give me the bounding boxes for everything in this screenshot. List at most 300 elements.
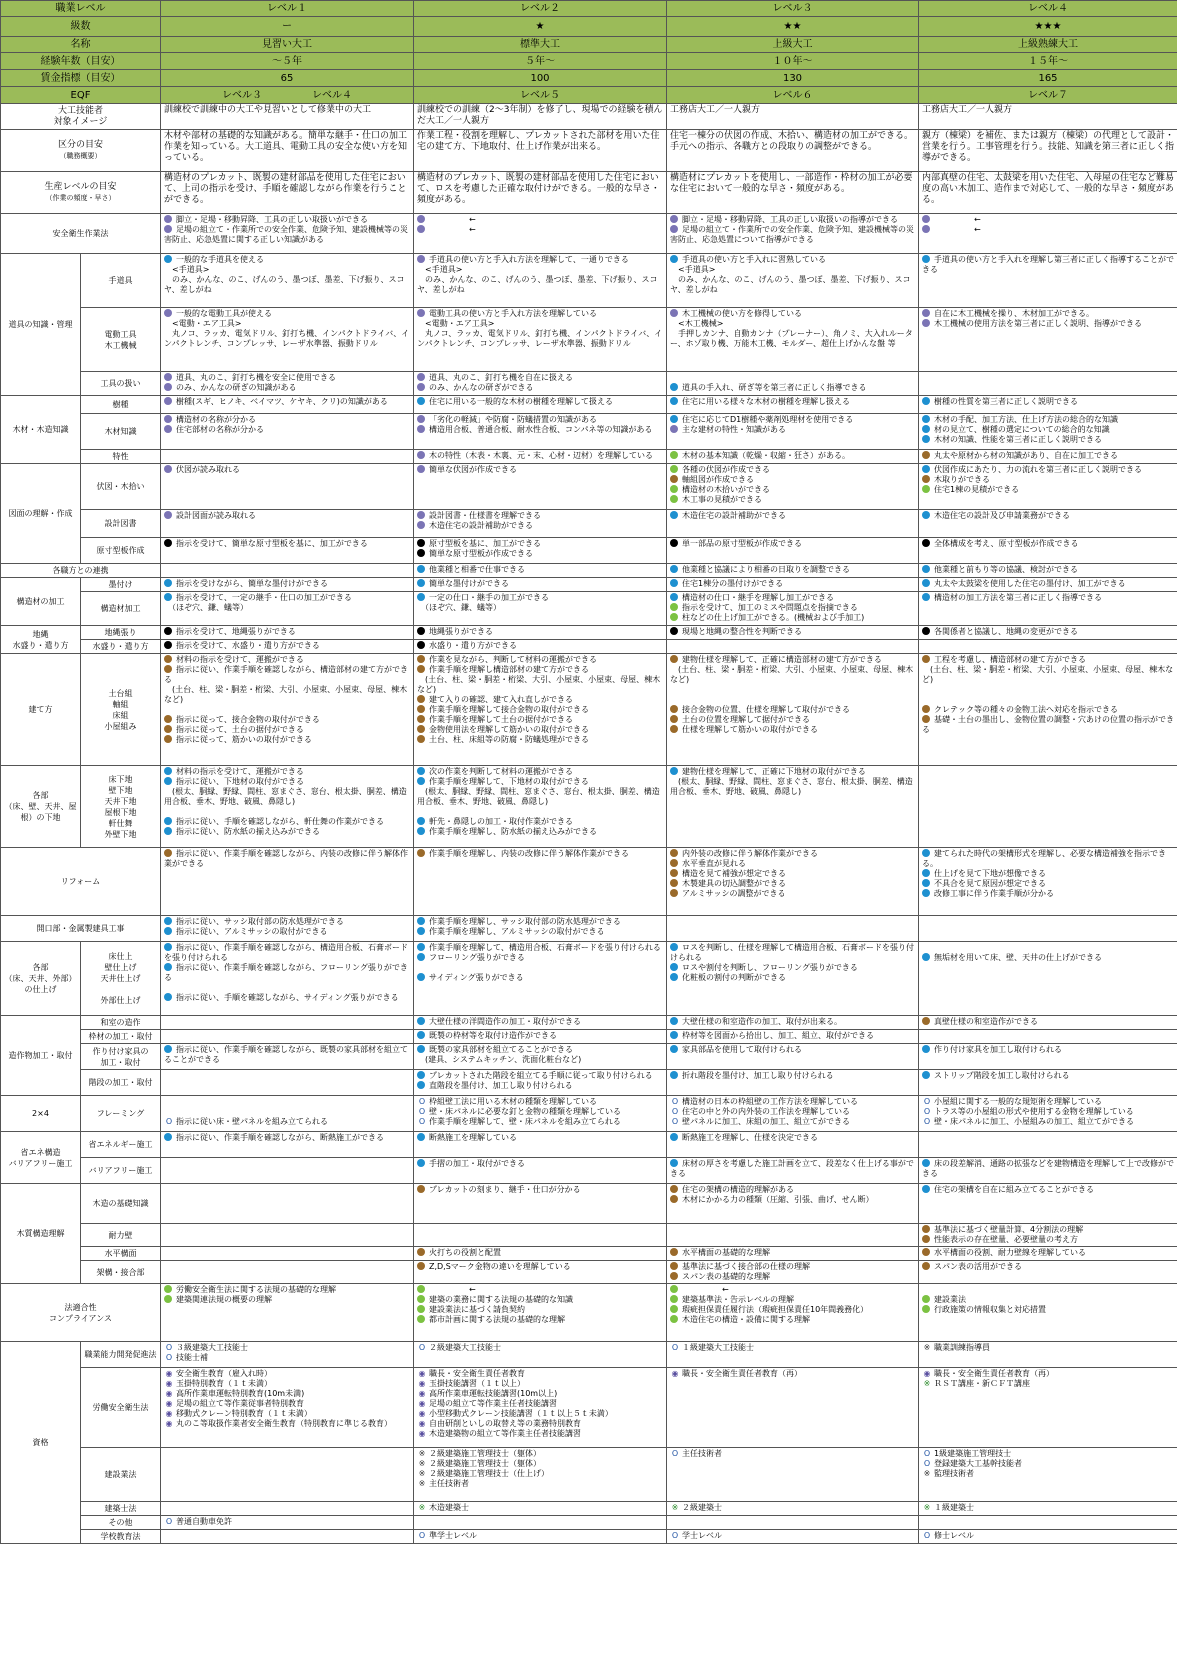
circle-icon: O (923, 1449, 931, 1458)
item-text: ２級建築施工管理技士（躯体） (429, 1449, 541, 1458)
item-line (417, 521, 663, 531)
item-line (670, 917, 915, 927)
item-line (922, 1369, 1174, 1379)
item-text: 作業手順を理解し、内装の改修に伴う解体作業ができる (429, 849, 629, 858)
item-line (164, 319, 410, 329)
production-label (1, 172, 161, 214)
criteria-cell (414, 848, 667, 916)
circle-icon: O (923, 1107, 931, 1116)
item-line (164, 1343, 410, 1353)
bullet-icon (417, 373, 425, 381)
criteria-cell (414, 654, 667, 766)
item-line (164, 225, 410, 245)
item-text: 移動式クレーン特別教育（１ｔ未満） (176, 1409, 312, 1418)
item-line (922, 1503, 1174, 1513)
item-text: (根太、胴縁、野縁、間柱、窓まぐさ、窓台、根太掛、胴差、構造用合板、垂木、野地、破風、鼻隠し) (670, 777, 913, 796)
item-line (670, 715, 915, 725)
item-line (922, 225, 1174, 235)
item-text: フローリング張りができる (429, 953, 525, 962)
item-text: 各種の伏図が作成できる (682, 465, 770, 474)
item-text: 普通自動車免許 (176, 1517, 232, 1526)
item-text: （ほぞ穴、鎌、蟻等） (417, 603, 501, 612)
criteria-cell (414, 1070, 667, 1096)
criteria-cell (161, 1224, 414, 1247)
criteria-cell (919, 848, 1177, 916)
item-text: ← (682, 1285, 729, 1294)
criteria-cell (161, 538, 414, 564)
item-line (164, 1409, 410, 1419)
item-text: 住宅の架構を自在に組み立てることができる (934, 1185, 1094, 1194)
criteria-cell (414, 1044, 667, 1070)
item-text: 仕上げを見て下地が想像できる (934, 869, 1046, 878)
item-text: 作業手順を理解して、壁・床パネルを組み立てられる (429, 1117, 621, 1126)
bullet-icon (417, 817, 425, 825)
row-group-label: 地縄 水盛り・遣り方 (1, 626, 81, 654)
item-text: 住宅の架構の構造的理解がある (682, 1185, 794, 1194)
item-line (670, 777, 915, 797)
item-line (922, 705, 1174, 715)
item-text: 指示に従い、下地材の取付ができる (176, 777, 304, 786)
qualification-row (1, 1342, 1177, 1368)
qualification-cell (161, 1516, 414, 1530)
item-line (417, 627, 663, 637)
bullet-icon (670, 451, 678, 459)
green-asterisk-icon: ※ (923, 1503, 931, 1512)
bullet-icon (164, 225, 172, 233)
bullet-icon (670, 655, 678, 663)
item-text: 地縄張りができる (429, 627, 493, 636)
bullet-icon (670, 1133, 678, 1141)
bullet-icon (670, 1159, 678, 1167)
bullet-icon (670, 565, 678, 573)
item-text: ３級建築大工技能士 (176, 1343, 248, 1352)
item-line (922, 1107, 1174, 1117)
item-text: 折れ階段を墨付け、加工し取り付けられる (682, 1071, 834, 1080)
bullet-icon (417, 1081, 425, 1089)
item-line (417, 1449, 663, 1459)
item-line (922, 1031, 1174, 1041)
item-line (670, 485, 915, 495)
item-line (922, 1097, 1174, 1107)
item-text: 大壁仕様の洋間造作の加工・取付ができる (429, 1017, 581, 1026)
item-line (164, 397, 410, 407)
bullet-icon (417, 1185, 425, 1193)
bullet-icon (417, 1031, 425, 1039)
item-line (164, 309, 410, 319)
criteria-cell (414, 626, 667, 640)
item-text: 自在に木工機械を操り、木材加工ができる。 (934, 309, 1094, 318)
bullet-icon (670, 1045, 678, 1053)
item-line (670, 613, 915, 623)
criteria-cell (919, 654, 1177, 766)
criteria-cell (667, 1284, 919, 1342)
item-line (922, 1225, 1174, 1235)
item-line (670, 309, 915, 319)
criteria-cell (919, 464, 1177, 510)
bullet-icon (922, 953, 930, 961)
item-text: 基礎・土台の墨出し、金物位置の調整・穴あけの位置の指示ができる (922, 715, 1174, 734)
item-line (417, 675, 663, 695)
bullet-icon (922, 889, 930, 897)
bullet-icon (922, 475, 930, 483)
item-line (670, 1315, 915, 1325)
numbered-circle-icon: ◉ (418, 1369, 426, 1378)
item-line (417, 1531, 663, 1541)
item-line (417, 549, 663, 559)
item-text: 指示に従い床・壁パネルを組み立てられる (176, 1117, 328, 1126)
criteria-row (1, 578, 1177, 592)
criteria-cell (414, 372, 667, 396)
bullet-icon (417, 1315, 425, 1323)
circle-icon: O (671, 1531, 679, 1540)
item-text: 登録建築大工基幹技能者 (934, 1459, 1022, 1468)
criteria-cell (667, 1158, 919, 1184)
row-sub-label: 原寸型板作成 (81, 538, 161, 564)
item-text: 道具の手入れ、研ぎ等を第三者に正しく指導できる (682, 383, 867, 392)
item-text: 指示に従い、作業手順を確認しながら、内装の改修に伴う解体作業ができる (164, 849, 408, 868)
image-cell: 訓練校での訓練（2～3年制）を修了し、現場での経験を積んだ大工／一人親方 (414, 104, 667, 130)
header-cell: レベル３ レベル４ (161, 87, 414, 104)
item-text: 木造住宅の構造・設備に関する理解 (682, 1315, 810, 1324)
qualification-cell (919, 1516, 1177, 1530)
item-text: 1級建築施工管理技士 (934, 1449, 1012, 1458)
item-text: 住宅1棟分の墨付けができる (682, 579, 784, 588)
item-line (417, 1459, 663, 1469)
criteria-cell (667, 372, 919, 396)
circle-icon: O (923, 1097, 931, 1106)
row-group-label: 各部 （床、壁、天井、屋根）の下地 (1, 766, 81, 848)
item-line (922, 1459, 1174, 1469)
item-text: 手道具の使い方と手入れに習熟している (682, 255, 826, 264)
row-group-label: 造作物加工・取付 (1, 1016, 81, 1096)
item-text: 作業手順を理解して接合金物の取付ができる (429, 705, 589, 714)
item-text: 断熱施工を理解し、仕様を決定できる (682, 1133, 818, 1142)
criteria-cell (161, 308, 414, 372)
item-line (670, 1225, 915, 1235)
bullet-icon (670, 255, 678, 263)
criteria-cell (667, 1030, 919, 1044)
item-text: 木材の知識、性能を第三者に正しく説明できる (934, 435, 1102, 444)
item-text: <手道具> (417, 265, 463, 274)
criteria-cell (667, 942, 919, 1016)
item-text: 構造材の加工方法を第三者に正しく指導できる (934, 593, 1102, 602)
item-line (417, 1159, 663, 1169)
item-text: 建築基準法・告示レベルの理解 (682, 1295, 794, 1304)
item-line (417, 767, 663, 777)
criteria-row (1, 254, 1177, 308)
guide-label (1, 130, 161, 172)
row-sub-label: 墨付け (81, 578, 161, 592)
qualification-cell (667, 1448, 919, 1502)
item-line (164, 329, 410, 349)
green-asterisk-icon: ※ (923, 1379, 931, 1388)
item-line (670, 943, 915, 963)
row-group-label: 安全衛生作業法 (1, 214, 161, 254)
item-line (417, 735, 663, 745)
item-line (417, 695, 663, 705)
bullet-icon (670, 1195, 678, 1203)
criteria-cell (667, 1247, 919, 1261)
item-line (417, 705, 663, 715)
bullet-icon (670, 973, 678, 981)
item-text: 指示を受けて、一定の継手・仕口の加工ができる (176, 593, 352, 602)
item-text: 手押しカンナ、自動カンナ（プレーナー）、角ノミ、大入れルーター、ホゾ取り機、万能木工機、モルダー、超仕上げかんな盤 等 (670, 329, 913, 348)
item-line (417, 1379, 663, 1389)
circle-icon: O (671, 1449, 679, 1458)
item-line (670, 373, 915, 383)
qualification-row (1, 1502, 1177, 1516)
row-sub-label: 架構・接合部 (81, 1261, 161, 1284)
item-line (417, 1469, 663, 1479)
item-line (922, 255, 1174, 275)
item-line (164, 927, 410, 937)
item-line (922, 511, 1174, 521)
item-line (417, 1479, 663, 1489)
item-text: 丸ノコ、ラッカ、電気ドリル、釘打ち機、インパクトドライバ、インパクトレンチ、コンプレッサ、レーザ水準器、振動ドリル (417, 329, 663, 348)
item-line (670, 579, 915, 589)
item-text (670, 373, 678, 382)
criteria-cell (414, 538, 667, 564)
row-group-label: 法適合性 コンプライアンス (1, 1284, 161, 1342)
item-text: 作業を見ながら、判断して材料の運搬ができる (429, 655, 597, 664)
item-line (670, 1517, 915, 1527)
numbered-circle-icon: ◉ (165, 1369, 173, 1378)
item-line (164, 963, 410, 983)
criteria-cell (919, 1184, 1177, 1224)
criteria-cell (414, 1284, 667, 1342)
item-line (417, 787, 663, 807)
label-subtext: （作業の頻度・早さ） (45, 193, 116, 202)
item-text: 主任技術者 (682, 1449, 722, 1458)
header-cell: １５年～ (919, 53, 1177, 70)
item-line (417, 465, 663, 475)
item-line (922, 879, 1174, 889)
item-text: (土台、柱、梁・胴差・桁梁、大引、小屋束、小屋束、母屋、棟木など) (670, 665, 914, 684)
item-text: 瑕疵担保責任履行法（瑕疵担保責任10年間義務化） (682, 1305, 869, 1314)
item-line (417, 579, 663, 589)
bullet-icon (670, 225, 678, 233)
bullet-icon (922, 655, 930, 663)
bullet-icon (417, 415, 425, 423)
production-row (1, 172, 1177, 214)
item-line (164, 1071, 410, 1081)
qualification-cell (919, 1342, 1177, 1368)
bullet-icon (922, 451, 930, 459)
criteria-cell (161, 1070, 414, 1096)
bullet-icon (164, 993, 172, 1001)
criteria-cell (414, 766, 667, 848)
bullet-icon (922, 705, 930, 713)
circle-icon: O (671, 1117, 679, 1126)
bullet-icon (670, 425, 678, 433)
item-line (417, 255, 663, 265)
criteria-cell (919, 1224, 1177, 1247)
item-line (164, 1262, 410, 1272)
bullet-icon (670, 495, 678, 503)
item-text: ２級建築大工技能士 (429, 1343, 501, 1352)
item-text: 作業手順を理解し、アルミサッシの取付ができる (429, 927, 605, 936)
item-text: 構造材の名称が分かる (176, 415, 256, 424)
criteria-cell (919, 1070, 1177, 1096)
item-text: 基準法に基づく接合部の仕様の理解 (682, 1262, 810, 1271)
criteria-cell (919, 1016, 1177, 1030)
bullet-icon (922, 715, 930, 723)
criteria-row (1, 450, 1177, 464)
bullet-icon (417, 827, 425, 835)
header-row (1, 53, 1177, 70)
item-text: （ほぞ穴、鎌、蟻等） (164, 603, 248, 612)
item-line (922, 1159, 1174, 1179)
bullet-icon (670, 1248, 678, 1256)
header-row (1, 17, 1177, 37)
item-line (670, 1449, 915, 1459)
item-text: 簡単な伏図が作成できる (429, 465, 517, 474)
item-line (670, 665, 915, 685)
item-line (670, 383, 915, 393)
label-text: 生産レベルの目安 (44, 181, 117, 192)
item-text: ← (429, 225, 476, 234)
criteria-cell (919, 1030, 1177, 1044)
bullet-icon (670, 869, 678, 877)
item-line (164, 373, 410, 383)
item-text: 基準法に基づく壁量計算、4分割法の理解 (934, 1225, 1084, 1234)
circle-icon: O (418, 1107, 426, 1116)
qualification-cell (919, 1530, 1177, 1544)
item-line (670, 475, 915, 485)
item-line (922, 373, 1174, 383)
item-text: 構造を見て補強が想定できる (682, 869, 786, 878)
bullet-icon (164, 465, 172, 473)
label-text: 大工技能者 対象イメージ (53, 105, 108, 127)
bullet-icon (670, 879, 678, 887)
item-line (670, 603, 915, 613)
item-text: 小屋組に関する一般的な規矩術を理解している (934, 1097, 1102, 1106)
item-line (164, 511, 410, 521)
bullet-icon (670, 415, 678, 423)
qualification-cell (919, 1502, 1177, 1516)
bullet-icon (922, 415, 930, 423)
header-cell: レベル４ (919, 1, 1177, 17)
item-text: 伏図作成にあたり、力の流れを第三者に正しく説明できる (934, 465, 1142, 474)
item-text: ２級建築施工管理技士（躯体） (429, 1459, 541, 1468)
item-line (417, 1133, 663, 1143)
bullet-icon (417, 1045, 425, 1053)
item-line (670, 1107, 915, 1117)
item-text: 建て入りの確認、建て入れ直しができる (429, 695, 573, 704)
criteria-cell (667, 214, 919, 254)
header-cell: 見習い大工 (161, 37, 414, 53)
qualification-cell (414, 1502, 667, 1516)
item-line (417, 383, 663, 393)
criteria-cell (414, 450, 667, 464)
bullet-icon (670, 1031, 678, 1039)
row-sub-label: 耐力壁 (81, 1224, 161, 1247)
item-text: ロスや割付を判断し、フローリング張りができる (682, 963, 858, 972)
bullet-icon (670, 603, 678, 611)
item-text: 手道具の使い方と手入れ方法を理解して、一通りできる (429, 255, 629, 264)
criteria-cell (414, 916, 667, 942)
item-line (417, 1248, 663, 1258)
item-text: 住宅に用いる様々な木材の樹種を理解し扱える (682, 397, 850, 406)
item-text: 軒先・鼻隠しの加工・取付作業ができる (429, 817, 573, 826)
bullet-icon (922, 1017, 930, 1025)
item-line (417, 1285, 663, 1295)
item-line (164, 603, 410, 613)
item-line (417, 1071, 663, 1081)
item-text: 金物使用法を理解して筋かいの取付ができる (429, 725, 589, 734)
numbered-circle-icon: ◉ (418, 1379, 426, 1388)
qualification-cell (414, 1516, 667, 1530)
item-line (417, 1225, 663, 1235)
numbered-circle-icon: ◉ (418, 1389, 426, 1398)
item-text: 主な建材の特性・知識がある (682, 425, 786, 434)
bullet-icon (164, 1295, 172, 1303)
item-line (417, 1107, 663, 1117)
row-group-label: 開口部・金属製建具工事 (1, 916, 161, 942)
item-line (922, 715, 1174, 735)
item-line (417, 373, 663, 383)
item-line (922, 451, 1174, 461)
item-text: 軸組図が作成できる (682, 475, 754, 484)
bullet-icon (922, 1159, 930, 1167)
item-text: 壁・床パネルに必要な釘と金物の種類を理解している (429, 1107, 621, 1116)
item-text: 作業手順を理解し、サッシ取付部の防水処理ができる (429, 917, 621, 926)
row-group-label: 各職方との連携 (1, 564, 161, 578)
criteria-cell (414, 942, 667, 1016)
criteria-row (1, 942, 1177, 1016)
item-line (164, 265, 410, 275)
image-row (1, 104, 1177, 130)
item-line (670, 465, 915, 475)
item-text: 既製の枠材等を取付け造作ができる (429, 1031, 557, 1040)
numbered-circle-icon: ◉ (923, 1369, 931, 1378)
row-group-label: 木材・木造知識 (1, 396, 81, 464)
criteria-cell (667, 564, 919, 578)
bullet-icon (417, 451, 425, 459)
bullet-icon (922, 1185, 930, 1193)
criteria-row (1, 510, 1177, 538)
item-text: <手道具> (164, 265, 210, 274)
item-line (164, 1369, 410, 1379)
item-text: (土台、柱、梁・胴差・桁梁、大引、小屋束、小屋束、母屋、棟木など) (417, 675, 661, 694)
item-line (164, 849, 410, 869)
criteria-cell (414, 414, 667, 450)
bullet-icon (670, 1285, 678, 1293)
item-text: 作り付け家具を加工し取付けられる (934, 1045, 1062, 1054)
bullet-icon (164, 641, 172, 649)
item-line (417, 917, 663, 927)
criteria-cell (919, 396, 1177, 414)
qualification-cell (161, 1368, 414, 1448)
bullet-icon (922, 579, 930, 587)
item-text: スパン表の活用ができる (934, 1262, 1022, 1271)
asterisk-icon: ※ (418, 1459, 426, 1468)
criteria-cell (161, 766, 414, 848)
production-cell: 構造材にプレカットを使用し、一部造作・枠材の加工が必要な住宅において一般的な早さ・頻度がある。 (667, 172, 919, 214)
numbered-circle-icon: ◉ (671, 1369, 679, 1378)
item-line (164, 1399, 410, 1409)
header-cell: ー (161, 17, 414, 37)
qualification-cell (919, 1448, 1177, 1502)
item-line (922, 943, 1174, 953)
criteria-cell (919, 916, 1177, 942)
item-text: 他業種と相番で仕事できる (429, 565, 525, 574)
bullet-icon (417, 539, 425, 547)
item-text: 大壁仕様の和室造作の加工、取付が出来る。 (682, 1017, 842, 1026)
item-line (922, 435, 1174, 445)
bullet-icon (670, 1017, 678, 1025)
item-text: 玉掛技能講習（１ｔ以上） (429, 1379, 525, 1388)
